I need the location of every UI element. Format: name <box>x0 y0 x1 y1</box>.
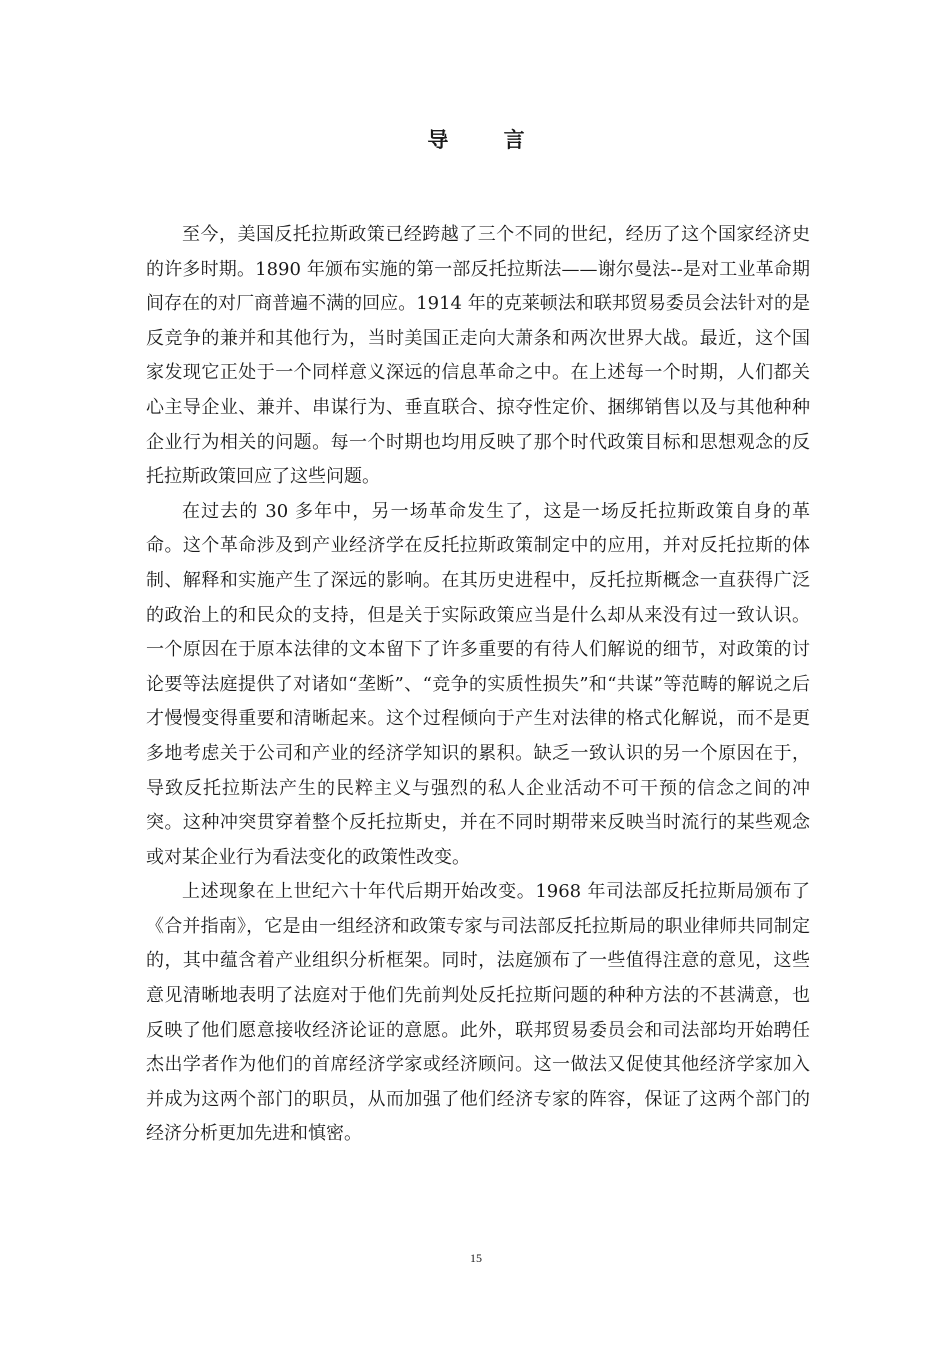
page-title: 导 言 <box>427 127 549 152</box>
paragraph-1: 至今，美国反托拉斯政策已经跨越了三个不同的世纪，经历了这个国家经济史的许多时期。1890 年颁布实施的第一部反托拉斯法——谢尔曼法--是对工业革命期间存在的对厂商普遍不满的回应。1914 年的克莱顿法和联邦贸易委员会法针对的是反竞争的兼并和其他行为，当时美国正走向大萧条和两次世界大战。最近，这个国家发现它正处于一个同样意义深远的信息革命之中。在上述每一个时期，人们都关心主导企业、兼并、串谋行为、垂直联合、掠夺性定价、捆绑销售以及与其他种种企业行为相关的问题。每一个时期也均用反映了那个时代政策目标和思想观念的反托拉斯政策回应了这些问题。 <box>146 224 810 488</box>
paragraph-2: 在过去的 30 多年中，另一场革命发生了，这是一场反托拉斯政策自身的革命。这个革命涉及到产业经济学在反托拉斯政策制定中的应用，并对反托拉斯的体制、解释和实施产生了深远的影响。在其历史进程中，反托拉斯概念一直获得广泛的政治上的和民众的支持，但是关于实际政策应当是什么却从来没有过一致认识。一个原因在于原本法律的文本留下了许多重要的有待人们解说的细节，对政策的讨论要等法庭提供了对诸如“垄断”、“竞争的实质性损失”和“共谋”等范畴的解说之后才慢慢变得重要和清晰起来。这个过程倾向于产生对法律的格式化解说，而不是更多地考虑关于公司和产业的经济学知识的累积。缺乏一致认识的另一个原因在于，导致反托拉斯法产生的民粹主义与强烈的私人企业活动不可干预的信念之间的冲突。这种冲突贯穿着整个反托拉斯史，并在不同时期带来反映当时流行的某些观念或对某企业行为看法变化的政策性改变。 <box>146 500 810 868</box>
body-text <box>146 218 810 1152</box>
page-number: 15 <box>470 1251 482 1265</box>
paragraph-3: 上述现象在上世纪六十年代后期开始改变。1968 年司法部反托拉斯局颁布了《合并指南》，它是由一组经济和政策专家与司法部反托拉斯局的职业律师共同制定的，其中蕴含着产业组织分析框架。同时，法庭颁布了一些值得注意的意见，这些意见清晰地表明了法庭对于他们先前判处反托拉斯问题的种种方法的不甚满意，也反映了他们愿意接收经济论证的意愿。此外，联邦贸易委员会和司法部均开始聘任杰出学者作为他们的首席经济学家或经济顾问。这一做法又促使其他经济学家加入并成为这两个部门的职员，从而加强了他们经济专家的阵容，保证了这两个部门的经济分析更加先进和慎密。 <box>146 881 810 1145</box>
